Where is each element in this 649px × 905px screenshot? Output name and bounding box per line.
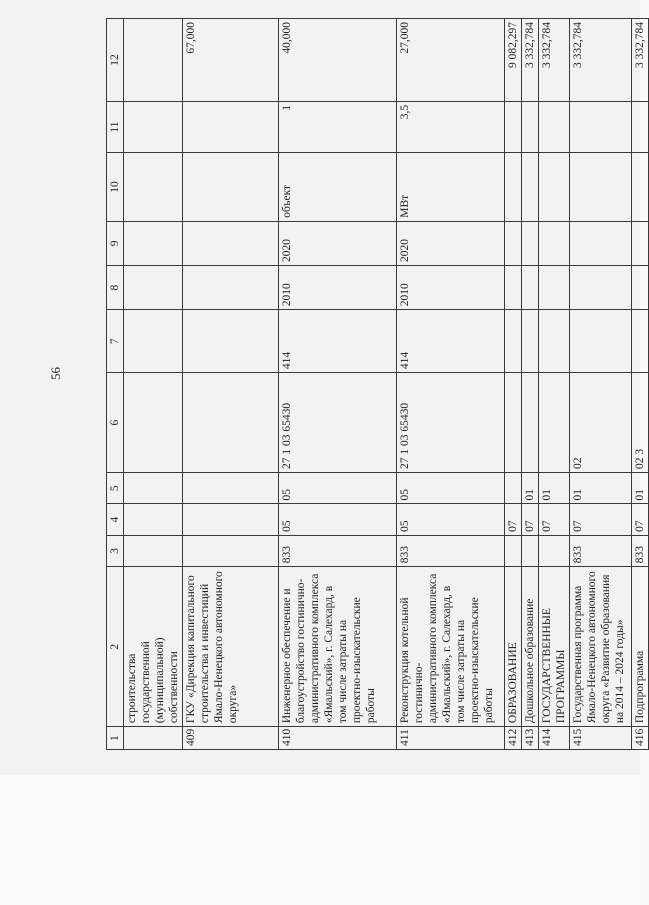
table-row (570, 19, 632, 750)
table-cell: 8 (107, 266, 124, 310)
table-cell (522, 221, 539, 265)
table-cell (124, 266, 183, 310)
table-cell: 02 (570, 373, 632, 473)
table-cell: 07 (522, 504, 539, 535)
table-cell (124, 535, 183, 566)
table-cell (539, 535, 570, 566)
table-cell (632, 221, 649, 265)
budget-table-rotated (106, 18, 647, 750)
table-cell (522, 535, 539, 566)
table-cell (183, 504, 279, 535)
table-cell (183, 266, 279, 310)
table-row (124, 19, 183, 750)
table-cell: 410 (279, 727, 397, 750)
table-cell (124, 153, 183, 222)
table-cell (505, 310, 522, 373)
table-cell: 07 (632, 504, 649, 535)
table-cell (505, 101, 522, 152)
table-cell: 3,5 (397, 101, 505, 152)
table-cell: Подпрограмма (632, 567, 649, 727)
table-cell: Реконструкция котельной гостинично-административного комплекса «Ямальский», г. Салехард, в том числе затраты на проектно-изыскательские работы (397, 567, 505, 727)
table-cell: 9 (107, 221, 124, 265)
budget-table (106, 18, 649, 750)
table-cell (539, 101, 570, 152)
table-cell: 833 (397, 535, 505, 566)
table-cell (124, 727, 183, 750)
table-row (522, 19, 539, 750)
table-cell (570, 221, 632, 265)
table-cell: 3 332,784 (539, 19, 570, 102)
table-cell (522, 310, 539, 373)
table-row (632, 19, 649, 750)
table-cell: 05 (279, 473, 397, 504)
table-cell: 414 (539, 727, 570, 750)
table-cell: 40,000 (279, 19, 397, 102)
table-cell: 3 332,784 (632, 19, 649, 102)
table-cell (522, 153, 539, 222)
table-cell: 27 1 03 65430 (279, 373, 397, 473)
table-cell: 9 082,297 (505, 19, 522, 102)
table-row (505, 19, 522, 750)
table-cell (632, 153, 649, 222)
table-cell (124, 373, 183, 473)
table-cell: 10 (107, 153, 124, 222)
table-cell: 833 (632, 535, 649, 566)
table-cell: 412 (505, 727, 522, 750)
table-cell: 2 (107, 567, 124, 727)
table-cell: 3 (107, 535, 124, 566)
table-cell: 02 3 (632, 373, 649, 473)
table-cell (522, 373, 539, 473)
table-cell: 833 (570, 535, 632, 566)
table-cell (124, 504, 183, 535)
table-header-row (107, 19, 124, 750)
table-cell (539, 266, 570, 310)
table-cell: 01 (539, 473, 570, 504)
table-cell (124, 19, 183, 102)
table-cell (539, 153, 570, 222)
table-cell (183, 473, 279, 504)
table-cell: 414 (279, 310, 397, 373)
table-cell: объект (279, 153, 397, 222)
table-cell: 27,000 (397, 19, 505, 102)
table-cell: 1 (279, 101, 397, 152)
blank-page-area (0, 775, 640, 905)
table-cell (183, 373, 279, 473)
table-cell: 01 (632, 473, 649, 504)
table-cell: ГКУ «Дирекция капитального строительства и инвестиций Ямало-Ненецкого автономного округа» (183, 567, 279, 727)
table-cell (539, 221, 570, 265)
table-cell: 05 (397, 504, 505, 535)
table-cell: 4 (107, 504, 124, 535)
table-cell (505, 153, 522, 222)
table-cell: 12 (107, 19, 124, 102)
table-cell: 11 (107, 101, 124, 152)
page-number: 56 (48, 367, 63, 380)
table-cell (183, 535, 279, 566)
table-cell: 7 (107, 310, 124, 373)
table-cell (505, 535, 522, 566)
table-cell: 6 (107, 373, 124, 473)
table-cell: Государственная программа Ямало-Ненецкого автономного округа «Развитие образования на 2014 – 2024 годы» (570, 567, 632, 727)
table-cell: 409 (183, 727, 279, 750)
table-cell: 05 (397, 473, 505, 504)
table-cell (522, 266, 539, 310)
table-row (279, 19, 397, 750)
table-cell: 5 (107, 473, 124, 504)
table-cell: 3 332,784 (522, 19, 539, 102)
table-body (107, 19, 649, 750)
table-cell (183, 221, 279, 265)
table-cell: 416 (632, 727, 649, 750)
table-cell (505, 373, 522, 473)
table-cell (505, 221, 522, 265)
table-cell (570, 153, 632, 222)
table-cell (124, 310, 183, 373)
table-cell: 27 1 03 65430 (397, 373, 505, 473)
table-cell: МВт (397, 153, 505, 222)
table-cell (183, 310, 279, 373)
table-cell: 1 (107, 727, 124, 750)
table-cell: строительства государственной (муниципальной) собственности (124, 567, 183, 727)
table-cell: 2010 (279, 266, 397, 310)
table-cell (539, 373, 570, 473)
table-cell (632, 101, 649, 152)
table-row (539, 19, 570, 750)
table-cell: Инженерное обеспечение и благоустройство гостинично-административного комплекса «Ямальский», г. Салехард, в том числе затраты на проектно-изыскательские работы (279, 567, 397, 727)
table-cell: 2010 (397, 266, 505, 310)
table-cell: 415 (570, 727, 632, 750)
table-cell (183, 153, 279, 222)
table-cell (632, 266, 649, 310)
table-cell (539, 310, 570, 373)
table-cell: 2020 (279, 221, 397, 265)
table-cell (124, 101, 183, 152)
table-cell (505, 473, 522, 504)
table-cell: Дошкольное образование (522, 567, 539, 727)
table-cell: ГОСУДАРСТВЕННЫЕ ПРОГРАММЫ (539, 567, 570, 727)
table-cell (522, 101, 539, 152)
table-cell: 07 (539, 504, 570, 535)
table-cell: 3 332,784 (570, 19, 632, 102)
table-cell: 67,000 (183, 19, 279, 102)
table-row (183, 19, 279, 750)
table-cell: 413 (522, 727, 539, 750)
table-cell: 414 (397, 310, 505, 373)
table-cell (570, 310, 632, 373)
table-cell: 01 (570, 473, 632, 504)
table-cell: ОБРАЗОВАНИЕ (505, 567, 522, 727)
table-cell (570, 266, 632, 310)
table-cell: 01 (522, 473, 539, 504)
table-cell (570, 101, 632, 152)
table-cell: 833 (279, 535, 397, 566)
table-cell: 07 (505, 504, 522, 535)
table-row (397, 19, 505, 750)
table-cell: 411 (397, 727, 505, 750)
table-cell (183, 101, 279, 152)
table-cell (124, 221, 183, 265)
table-cell (632, 310, 649, 373)
table-cell (505, 266, 522, 310)
table-cell: 05 (279, 504, 397, 535)
table-cell: 07 (570, 504, 632, 535)
table-cell: 2020 (397, 221, 505, 265)
table-cell (124, 473, 183, 504)
